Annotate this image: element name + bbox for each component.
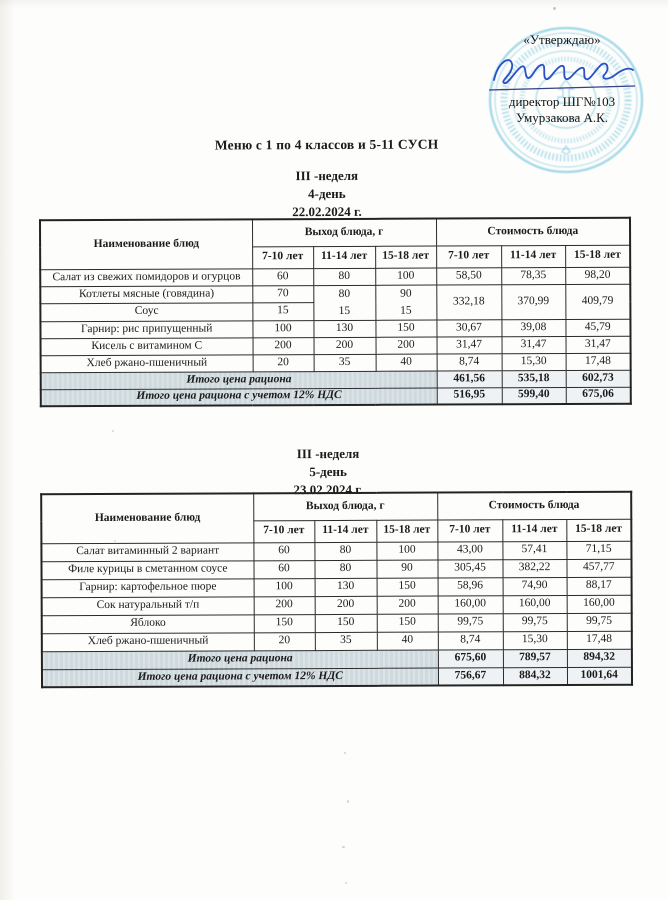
col-header-cost: Стоимость блюда [436,218,630,246]
output-cell: 60 [252,268,313,285]
cost-cell: 99,75 [438,613,503,631]
dish-name-cell: Соус [40,303,252,321]
dish-name-cell: Салат из свежих помидоров и огурцов [40,268,252,286]
col-header-output: Выход блюда, г [252,219,436,247]
cost-cell: 31,47 [502,336,566,353]
cost-cell: 99,75 [503,613,567,631]
cost-cell: 71,15 [566,541,631,559]
col-header-dish-name: Наименование блюд [41,493,253,543]
cost-cell: 457,77 [566,559,631,577]
output-cell: 20 [253,354,314,371]
cost-cell: 160,00 [438,595,503,613]
cost-cell: 31,47 [437,336,502,353]
total-vat-label: Итого цена рациона с учетом 12% НДС [41,388,437,407]
age-header: 11-14 лет [314,520,376,542]
col-header-dish-name: Наименование блюд [40,219,252,269]
cost-cell: 39,08 [501,319,565,336]
output-value: 15 [338,304,351,317]
output-cell: 60 [253,560,314,578]
output-cell: 100 [254,578,315,596]
total-value: 894,32 [567,649,632,667]
output-cell: 90 [376,560,437,578]
output-cell: 150 [377,614,438,632]
age-header: 7-10 лет [436,245,501,267]
table-row [40,284,630,304]
approval-role: директор ШГ№103 [508,94,616,109]
age-header: 11-14 лет [502,519,566,541]
cost-cell: 57,41 [502,541,566,559]
cost-cell: 58,96 [438,577,503,595]
total-value: 602,73 [566,370,631,387]
cost-cell: 160,00 [503,595,567,613]
output-cell: 80 [313,268,375,285]
cost-cell: 15,30 [503,631,567,649]
approval-block [472,32,652,126]
output-cell: 130 [315,578,377,596]
scan-noise [342,846,345,848]
output-cell: 80 [314,560,376,578]
total-label: Итого цена рациона [41,371,437,390]
total-value: 535,18 [502,370,566,387]
output-cell: 20 [254,632,315,650]
scan-noise [114,540,116,542]
output-cell: 80 [314,542,376,560]
cost-cell-merged: 370,99 [501,284,565,319]
output-cell: 200 [253,337,314,354]
age-header: 15-18 лет [566,519,631,541]
section-2-day: 5-день [309,463,347,480]
col-header-output: Выход блюда, г [253,493,437,521]
director-signature-icon [486,50,638,96]
output-cell: 200 [377,596,438,614]
output-cell: 35 [314,354,376,371]
cost-cell: 45,79 [565,319,630,336]
dish-name-cell: Салат витаминный 2 вариант [41,542,253,561]
age-header: 7-10 лет [437,519,502,541]
cost-cell: 30,67 [436,319,501,336]
output-cell: 70 [252,285,313,303]
dish-name-cell: Яблоко [42,614,254,633]
output-cell: 150 [375,320,436,337]
scan-noise [345,882,347,884]
total-vat-value: 1001,64 [567,667,632,685]
total-vat-value: 599,40 [502,387,566,404]
col-header-cost: Стоимость блюда [437,492,631,520]
cost-cell: 8,74 [437,353,502,370]
age-header: 15-18 лет [565,245,630,267]
table-header-row [41,492,631,522]
cost-cell-merged: 409,79 [565,284,630,319]
total-vat-value: 884,32 [503,667,567,685]
cost-cell: 74,90 [503,577,567,595]
output-cell: 35 [315,632,377,650]
cost-cell: 31,47 [566,336,631,353]
age-header: 15-18 лет [376,520,437,542]
output-value: 80 [338,287,351,300]
total-label: Итого цена рациона [42,650,438,670]
age-header: 11-14 лет [313,246,375,268]
table-header-row [40,218,630,248]
output-cell: 40 [376,354,437,371]
cost-cell: 8,74 [438,631,503,649]
cost-cell: 17,48 [566,353,631,370]
dish-name-cell: Филе курицы в сметанном соусе [41,560,253,579]
output-cell: 100 [252,320,313,337]
age-header: 7-10 лет [252,246,313,268]
total-value: 789,57 [503,649,567,667]
output-value: 90 [400,287,412,300]
output-cell: 100 [376,542,437,560]
total-vat-value: 675,06 [566,387,631,404]
cost-cell: 382,22 [502,559,566,577]
total-vat-row [42,667,632,688]
dish-name-cell: Гарнир: картофельное пюре [42,578,254,597]
output-value: 15 [400,304,412,317]
cost-cell: 78,35 [501,267,565,284]
output-cell: 200 [314,337,376,354]
output-cell: 150 [377,578,438,596]
output-cell: 15 [252,303,313,321]
section-2-week: III -неделя [296,445,360,462]
menu-table-day5 [40,491,633,689]
section-1-date: 22.02.2024 г. [292,203,362,220]
total-vat-value: 516,95 [437,387,502,404]
total-vat-row [41,387,631,407]
total-vat-label: Итого цена рациона с учетом 12% НДС [42,668,438,688]
cost-cell: 15,30 [502,353,566,370]
approval-label: «Утверждаю» [523,32,601,47]
output-cell: 150 [315,614,377,632]
output-cell-merged [375,285,436,320]
cost-cell: 17,48 [567,631,632,649]
output-cell: 200 [376,337,437,354]
dish-name-cell: Гарнир: рис припущенный [40,320,252,338]
total-value: 675,60 [438,649,503,667]
scan-noise [347,800,349,803]
dish-name-cell: Кисель с витамином С [41,337,253,355]
section-1-week: III -неделя [295,167,359,184]
menu-title: Меню с 1 по 4 классов и 5-11 СУСН [214,136,439,153]
total-value: 461,56 [437,370,502,387]
dish-name-cell: Хлеб ржано-пшеничный [41,354,253,372]
cost-cell: 88,17 [567,577,632,595]
age-header: 11-14 лет [501,245,565,267]
output-cell: 200 [254,596,315,614]
cost-cell-merged: 332,18 [436,284,501,319]
output-cell: 130 [313,320,375,337]
section-1-day: 4-день [308,185,346,202]
cost-cell: 305,45 [437,559,502,577]
output-cell-merged [313,285,375,320]
scan-noise [112,430,114,432]
total-vat-value: 756,67 [438,667,503,685]
section-2-date: 23.02.2024 г. [293,481,363,498]
scan-noise [344,752,346,754]
cost-cell: 99,75 [567,613,632,631]
age-header: 7-10 лет [253,520,314,542]
menu-table-day4 [39,217,632,408]
cost-cell: 98,20 [565,267,630,284]
approval-name: Умурзакова А.К. [515,110,609,125]
scan-noise [553,7,556,10]
output-cell: 60 [253,542,314,560]
output-cell: 150 [254,614,315,632]
dish-name-cell: Сок натуральный т/п [42,596,254,615]
output-cell: 200 [315,596,377,614]
cost-cell: 58,50 [436,267,501,284]
cost-cell: 160,00 [567,595,632,613]
dish-name-cell: Котлеты мясные (говядина) [40,285,252,303]
output-cell: 40 [377,632,438,650]
age-header: 15-18 лет [375,246,436,268]
dish-name-cell: Хлеб ржано-пшеничный [42,632,254,651]
cost-cell: 43,00 [437,541,502,559]
output-cell: 100 [375,268,436,285]
